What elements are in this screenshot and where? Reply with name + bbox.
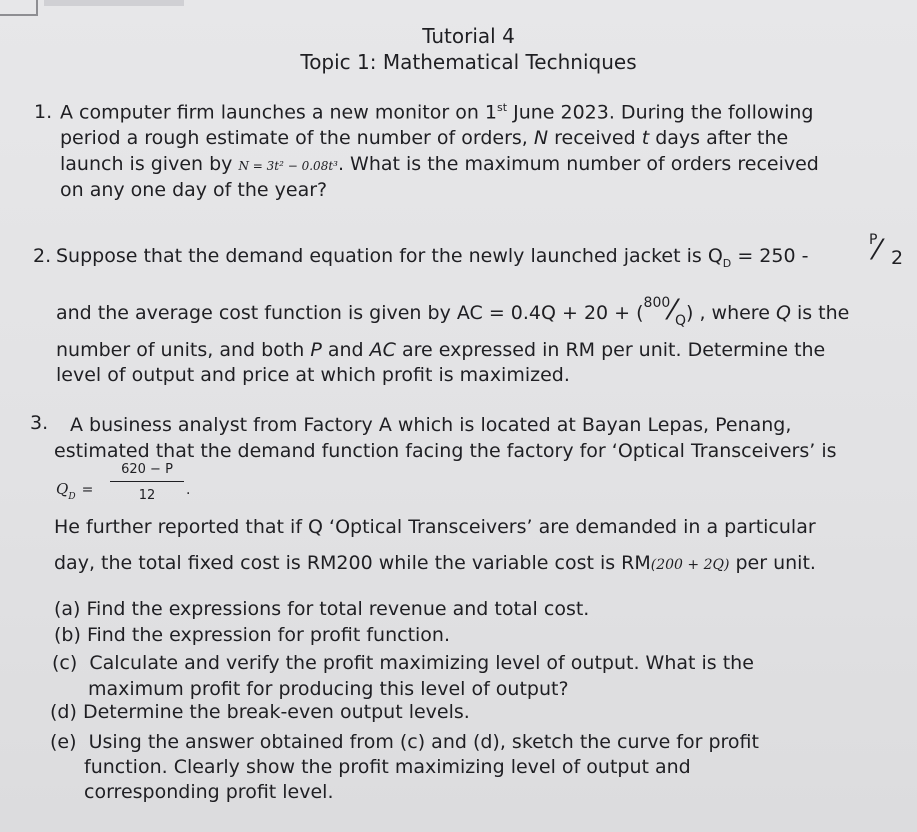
q2-line4: level of output and price at which profit is maximized. [56, 364, 570, 386]
q3-part-e-line3: corresponding profit level. [84, 781, 334, 803]
q3-part-c-line2: maximum profit for producing this level of output? [88, 678, 569, 700]
q2-line1: Suppose that the demand equation for the newly launched jacket is $Q_D = 250$ - [56, 245, 809, 270]
q3-line1: A business analyst from Factory A which is located at Bayan Lepas, Penang, [70, 414, 792, 436]
page-corner-mark [0, 0, 38, 16]
q2-line3: number of units, and both P and AC are expressed in RM per unit. Determine the [56, 339, 826, 361]
q3-line4: day, the total fixed cost is RM200 while the variable cost is RM(200 + 2Q) per unit. [54, 552, 816, 574]
q1-line4: on any one day of the year? [60, 179, 328, 201]
q1-line2: period a rough estimate of the number of orders, N received t days after the [60, 127, 789, 149]
q2-number: 2. [33, 245, 52, 267]
q3-part-d: (d) Determine the break-even output levels. [50, 701, 470, 723]
q3-eq-period: . [186, 482, 191, 498]
tutorial-title: Tutorial 4 [422, 24, 515, 48]
faded-header-strip [44, 0, 184, 6]
q1-number: 1. [34, 101, 53, 123]
q3-part-b: (b) Find the expression for profit function. [54, 624, 451, 646]
q1-line1: A computer firm launches a new monitor on 1st June 2023. During the following [60, 101, 814, 124]
q3-line2: estimated that the demand function facing the factory for ‘Optical Transceivers’ is [54, 440, 837, 462]
q3-line3: He further reported that if Q ‘Optical Transceivers’ are demanded in a particular [54, 516, 816, 538]
q3-part-e-line2: function. Clearly show the profit maximizing level of output and [84, 756, 691, 778]
q3-part-c: (c) Calculate and verify the profit maximizing level of output. What is the [52, 652, 754, 674]
q3-part-a: (a) Find the expressions for total revenue and total cost. [54, 598, 590, 620]
topic-title: Topic 1: Mathematical Techniques [300, 50, 637, 74]
q2-line2: and the average cost function is given by AC = $0.4Q + 20 + (^{800}⁄_Q)$ , where Q is the [56, 293, 850, 329]
q3-number: 3. [30, 412, 49, 434]
q1-line3: launch is given by N = 3t² − 0.08t³. What is the maximum number of orders received [60, 153, 819, 175]
q3-demand-equation: $Q_D$ = [56, 480, 94, 502]
q3-part-e: (e) Using the answer obtained from (c) and (d), sketch the curve for profit [50, 731, 759, 753]
q3-fraction: 620 − P 12 [110, 462, 184, 503]
q1-equation: N = 3t² − 0.08t³ [238, 159, 338, 173]
